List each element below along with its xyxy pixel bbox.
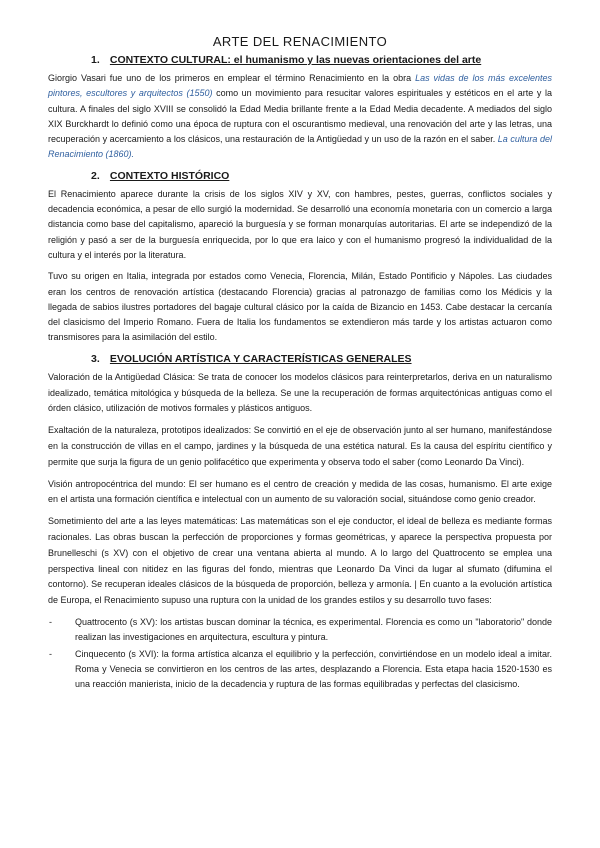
paragraph: El Renacimiento aparece durante la crisis de los siglos XIV y XV, con hambres, pestes, guerras, conflictos sociales y decadencia económica, a pesar de ello surgió la modernidad. Se desarrolló una economía monetaria con un comercio a larga distancia como base del capitalismo, apareció la burguesía y se forman monarquías autoritarias. El arte se independizó de la religión y pasó a ser de la burguesía enriquecida, por lo que era laico y con el humanismo progresó la individualidad de la cultura y el interés por la literatura. xyxy=(48,188,552,260)
paragraph: Visión antropocéntrica del mundo: El ser humano es el centro de creación y medida de las cosas, humanismo. El arte exige en el artista una formación científica e intelectual con un aumento de su valoración social, situándose como genio creador. xyxy=(48,478,552,505)
list-item xyxy=(48,615,552,646)
list-item-text: Quattrocento (s XV): los artistas buscan dominar la técnica, es experimental. Florencia es como un "laboratorio" donde realizan las investigaciones en arquitectura, escultura y pintura. xyxy=(75,616,552,643)
section-title: EVOLUCIÓN ARTÍSTICA Y CARACTERÍSTICAS GENERALES xyxy=(109,352,412,365)
section-number: 1. xyxy=(91,54,100,66)
document-page xyxy=(48,34,552,693)
list-marker: - xyxy=(49,648,52,659)
section-heading-1 xyxy=(48,53,552,67)
section-title: CONTEXTO CULTURAL: el humanismo y las nuevas orientaciones del arte xyxy=(109,54,482,66)
paragraph-text: como un movimiento para resucitar valores espirituales y estéticos en el arte y la cultura. A finales del siglo XVIII se consolidó la Edad Media brillante frente a la Edad Media decadente. A mediados del siglo XIX Burckhardt lo definió como una época de ruptura con el oscurantismo medieval, una renovación del arte y las letras, una recuperación y acercamiento a los clásicos, una restauración de la Antigüedad y un uso de la razón en el saber. xyxy=(48,88,552,145)
paragraph: Exaltación de la naturaleza, prototipos idealizados: Se convirtió en el eje de observación junto al ser humano, manifestándose en la construcción de villas en el campo, jardines y la búsqueda de una estética natural. Es la causa del espíritu científico y permite que surja la figura de un genio polifacético que experimenta y observa todo el saber (como Leonardo Da Vinci). xyxy=(48,425,552,467)
list-item xyxy=(48,647,552,693)
book-title-link: La cultura del Renacimiento (1860). xyxy=(48,134,552,160)
section-number: 2. xyxy=(91,169,100,182)
paragraph-text: Giorgio Vasari fue uno de los primeros en emplear el término Renacimiento en la obra xyxy=(48,73,416,83)
page-title: ARTE DEL RENACIMIENTO xyxy=(212,34,388,49)
phases-list xyxy=(48,615,552,692)
paragraph xyxy=(48,71,552,163)
section-title: CONTEXTO HISTÓRICO xyxy=(109,169,230,182)
section-heading-2 xyxy=(48,169,552,183)
book-title-link: Las vidas de los más excelentes pintores, escultores y arquitectos (1550) xyxy=(48,73,552,99)
list-marker: - xyxy=(49,616,52,627)
section-3 xyxy=(48,352,552,693)
section-number: 3. xyxy=(91,352,100,365)
section-heading-3 xyxy=(48,352,552,366)
paragraph: Sometimiento del arte a las leyes matemáticas: Las matemáticas son el eje conductor, el ideal de belleza es mediante formas racionales. Las obras buscan la perfección de proporciones y formas geométricas, y aparece la perspectiva propuesta por Brunelleschi (s XV) con el objetivo de crear una ventana abierta al mundo. A lo largo del Quattrocento se emplea una perspectiva lineal con nitidez en las figuras del fondo, mientras que Leonardo Da Vinci da lugar al sfumato (difumina el contorno). Se recuperan ideales clásicos de la búsqueda de proporción, belleza y armonía. | En cuanto a la evolución artística de Europa, el Renacimiento supuso una ruptura con la unidad de los grandes estilos y su desarrollo tuvo fases: xyxy=(48,516,552,606)
paragraph: Valoración de la Antigüedad Clásica: Se trata de conocer los modelos clásicos para reinterpretarlos, deriva en un naturalismo idealizado, temática mitológica y búsqueda de la belleza. Se une la recuperación de formas arquitectónicas antiguas como el órden clásico, utilización de motivos formales y plásticos antiguos. xyxy=(48,371,552,414)
list-item-text: Cinquecento (s XVI): la forma artística alcanza el equilibrio y la perfección, convirtiéndose en un modelo ideal a imitar. Roma y Venecia se convirtieron en los centros de las artes, desplazando a Florencia. Esta etapa hacia 1520-1530 es una reacción manierista, inicio de la decadencia y ruptura de las formas equilibradas y perfectas del clasicismo. xyxy=(75,648,552,690)
paragraph: Tuvo su origen en Italia, integrada por estados como Venecia, Florencia, Milán, Estado Pontificio y Nápoles. Las ciudades eran los centros de renovación artística (destacando Florencia) gracias al patronazgo de familias como los Médicis y la llegada de sabios ilustres portadores del bagaje cultural clásico por la caída de Bizancio en 1453. Cabe destacar la cercanía del clasicismo del Imperio Romano. Fuera de Italia los fundamentos se extendieron más tarde y los artistas actuaron como transmisores para la asimilación del estilo. xyxy=(48,271,552,343)
